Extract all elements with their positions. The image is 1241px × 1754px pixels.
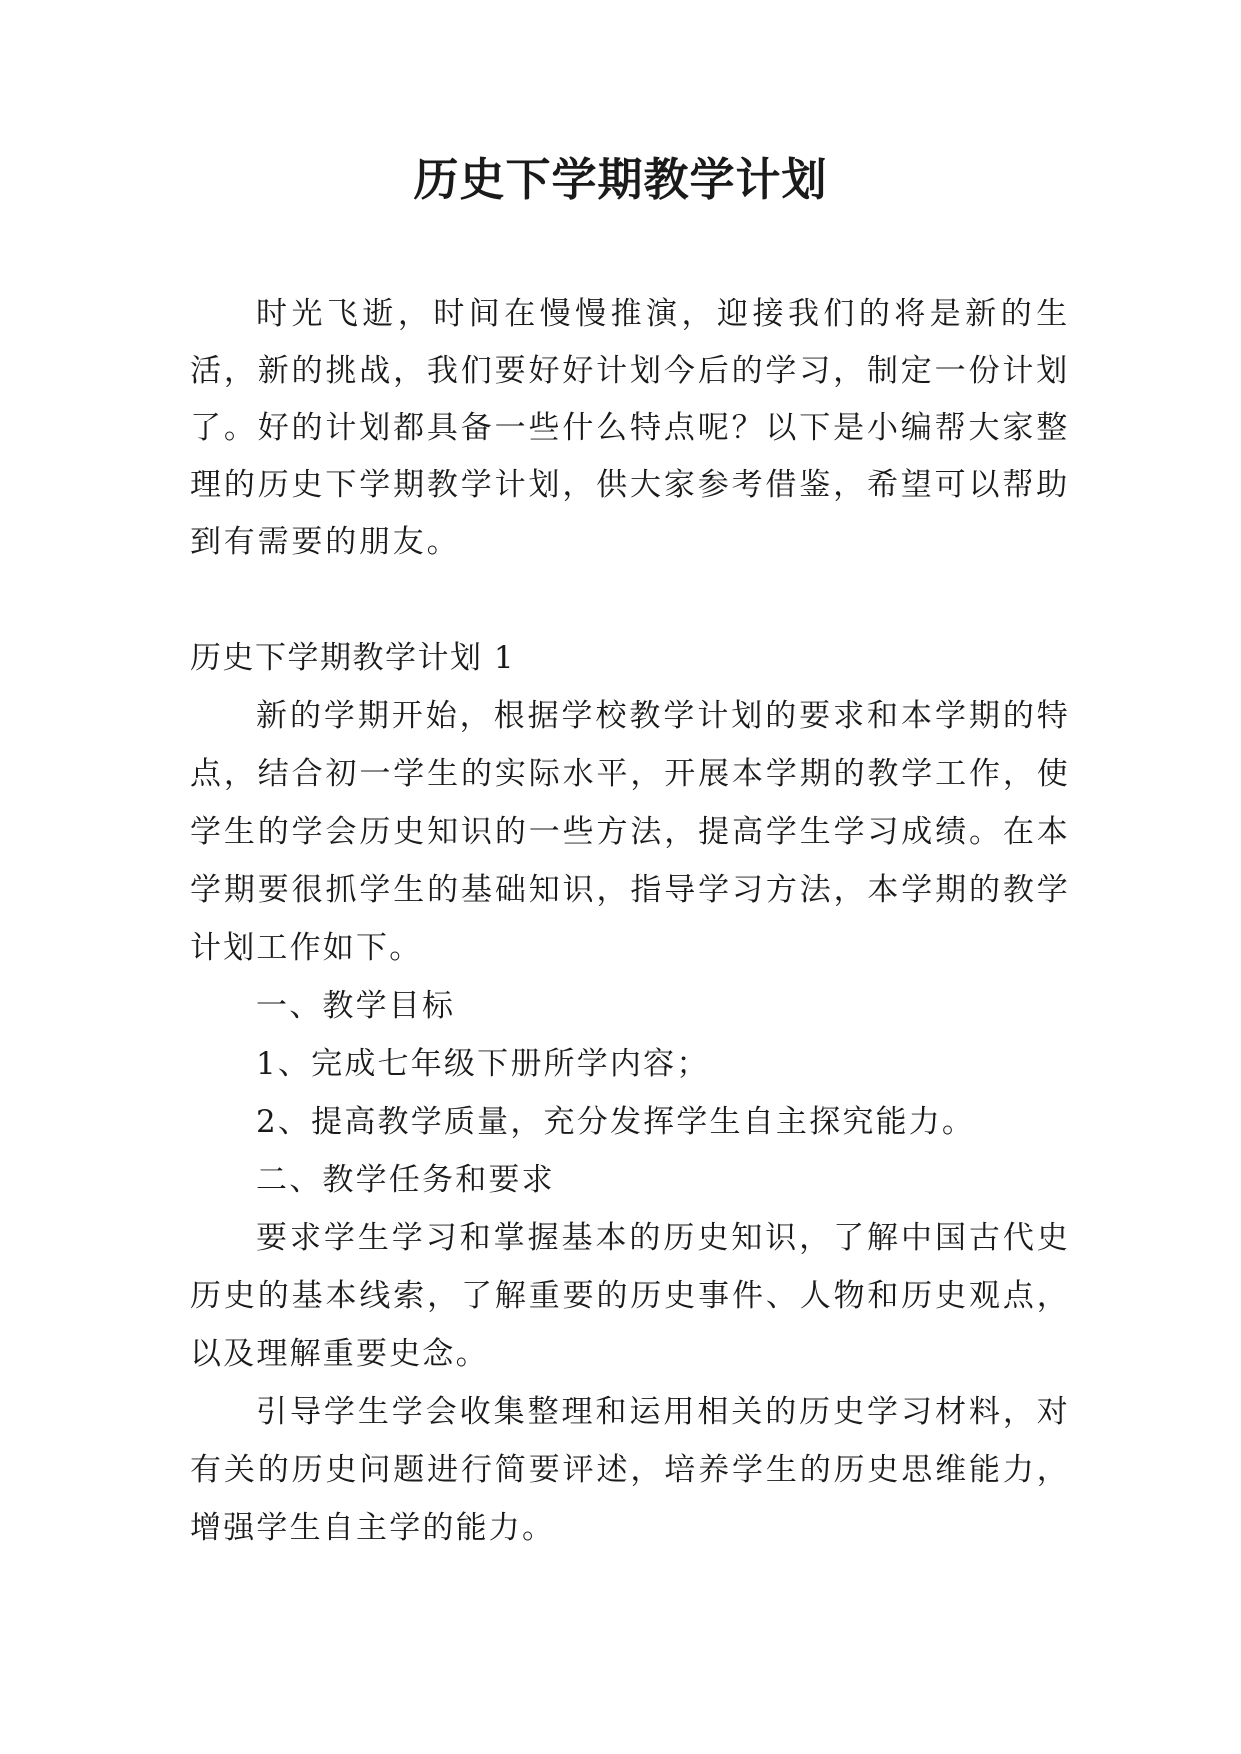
intro-paragraph: 时光飞逝，时间在慢慢推演，迎接我们的将是新的生活，新的挑战，我们要好好计划今后的学习，制定一份计划了。好的计划都具备一些什么特点呢？以下是小编帮大家整理的历史下学期教学计划，供大家参考借鉴，希望可以帮助到有需要的朋友。 [190,296,1070,560]
document-title: 历史下学期教学计划 [413,153,828,206]
task-heading: 二、教学任务和要求 [256,1162,555,1198]
section-paragraph: 新的学期开始，根据学校教学计划的要求和本学期的特点，结合初一学生的实际水平，开展本学期的教学工作，使学生的学会历史知识的一些方法，提高学生学习成绩。在本学期要很抓学生的基础知识，指导学习方法，本学期的教学计划工作如下。 [190,698,1070,966]
goal-item-2: 2、提高教学质量，充分发挥学生自主探究能力。 [256,1104,976,1140]
section-heading: 历史下学期教学计划 1 [190,640,516,676]
document-body [190,286,1070,1557]
goal-heading: 一、教学目标 [256,988,456,1024]
task-paragraph-2: 引导学生学会收集整理和运用相关的历史学习材料，对有关的历史问题进行简要评述，培养学生的历史思维能力，增强学生自主学的能力。 [190,1394,1070,1546]
task-paragraph-1: 要求学生学习和掌握基本的历史知识，了解中国古代史历史的基本线索，了解重要的历史事件、人物和历史观点，以及理解重要史念。 [190,1220,1070,1372]
goal-item-1: 1、完成七年级下册所学内容； [256,1046,710,1082]
